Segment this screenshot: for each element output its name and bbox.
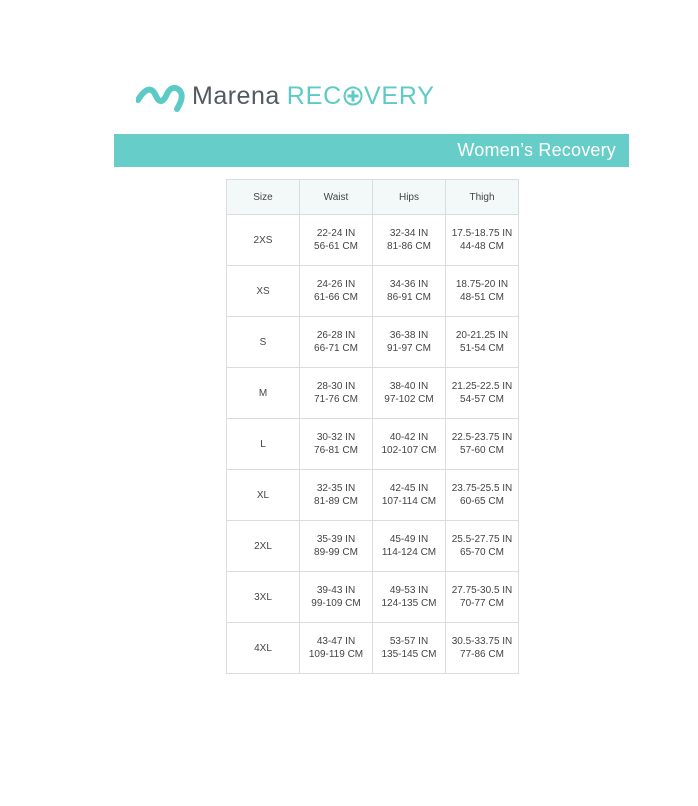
brand-accent-part2: VERY bbox=[363, 82, 435, 110]
waist-cell bbox=[300, 470, 373, 521]
hips-inches: 32-34 IN bbox=[389, 228, 429, 239]
hips-inches: 36-38 IN bbox=[389, 330, 429, 341]
header-thigh: Thigh bbox=[446, 180, 519, 215]
thigh-inches: 27.75-30.5 IN bbox=[451, 585, 513, 596]
waist-centimeters: 76-81 CM bbox=[314, 445, 358, 456]
size-chart-body bbox=[227, 215, 519, 674]
thigh-inches: 30.5-33.75 IN bbox=[451, 636, 513, 647]
waist-cell bbox=[300, 521, 373, 572]
waist-cell bbox=[300, 623, 373, 674]
banner-title: Women’s Recovery bbox=[457, 140, 616, 160]
hips-inches: 38-40 IN bbox=[389, 381, 429, 392]
hips-inches: 40-42 IN bbox=[389, 432, 429, 443]
thigh-centimeters: 48-51 CM bbox=[460, 292, 504, 303]
waist-centimeters: 66-71 CM bbox=[314, 343, 358, 354]
hips-inches: 42-45 IN bbox=[389, 483, 429, 494]
hips-centimeters: 107-114 CM bbox=[381, 496, 437, 507]
thigh-centimeters: 54-57 CM bbox=[460, 394, 504, 405]
brand-recovery-wordmark bbox=[287, 78, 435, 114]
hips-centimeters: 81-86 CM bbox=[387, 241, 431, 252]
thigh-centimeters: 70-77 CM bbox=[460, 598, 504, 609]
size-cell: XL bbox=[227, 470, 300, 521]
table-row bbox=[227, 419, 519, 470]
waist-cell bbox=[300, 419, 373, 470]
thigh-inches: 20-21.25 IN bbox=[455, 330, 509, 341]
thigh-cell bbox=[446, 521, 519, 572]
table-row bbox=[227, 623, 519, 674]
hips-centimeters: 86-91 CM bbox=[387, 292, 431, 303]
hips-centimeters: 124-135 CM bbox=[381, 598, 437, 609]
header-hips: Hips bbox=[373, 180, 446, 215]
waist-cell bbox=[300, 215, 373, 266]
size-chart-header bbox=[227, 180, 519, 215]
table-row bbox=[227, 266, 519, 317]
hips-cell bbox=[373, 470, 446, 521]
thigh-centimeters: 51-54 CM bbox=[460, 343, 504, 354]
waist-centimeters: 81-89 CM bbox=[314, 496, 358, 507]
size-cell: XS bbox=[227, 266, 300, 317]
brand-name: Marena bbox=[192, 82, 280, 110]
size-cell: S bbox=[227, 317, 300, 368]
size-cell: 2XL bbox=[227, 521, 300, 572]
hips-cell bbox=[373, 572, 446, 623]
waist-inches: 22-24 IN bbox=[316, 228, 356, 239]
thigh-cell bbox=[446, 266, 519, 317]
thigh-inches: 21.25-22.5 IN bbox=[451, 381, 513, 392]
thigh-cell bbox=[446, 470, 519, 521]
table-row bbox=[227, 317, 519, 368]
table-row bbox=[227, 572, 519, 623]
thigh-cell bbox=[446, 368, 519, 419]
brand-logo bbox=[136, 78, 435, 114]
waist-centimeters: 61-66 CM bbox=[314, 292, 358, 303]
hips-centimeters: 97-102 CM bbox=[384, 394, 434, 405]
waist-inches: 43-47 IN bbox=[316, 636, 356, 647]
size-chart-table bbox=[226, 179, 519, 674]
hips-cell bbox=[373, 266, 446, 317]
thigh-cell bbox=[446, 215, 519, 266]
hips-inches: 53-57 IN bbox=[389, 636, 429, 647]
hips-centimeters: 114-124 CM bbox=[381, 547, 437, 558]
waist-centimeters: 56-61 CM bbox=[314, 241, 358, 252]
thigh-cell bbox=[446, 419, 519, 470]
size-cell: 4XL bbox=[227, 623, 300, 674]
waist-inches: 35-39 IN bbox=[316, 534, 356, 545]
waist-centimeters: 99-109 CM bbox=[311, 598, 361, 609]
waist-cell bbox=[300, 266, 373, 317]
hips-cell bbox=[373, 623, 446, 674]
waist-inches: 32-35 IN bbox=[316, 483, 356, 494]
size-cell: M bbox=[227, 368, 300, 419]
brand-accent-part1: REC bbox=[286, 82, 342, 110]
marena-wave-icon bbox=[136, 79, 188, 113]
hips-cell bbox=[373, 521, 446, 572]
thigh-centimeters: 65-70 CM bbox=[460, 547, 504, 558]
thigh-inches: 17.5-18.75 IN bbox=[451, 228, 513, 239]
waist-centimeters: 109-119 CM bbox=[308, 649, 364, 660]
thigh-centimeters: 44-48 CM bbox=[460, 241, 504, 252]
thigh-inches: 25.5-27.75 IN bbox=[451, 534, 513, 545]
hips-cell bbox=[373, 317, 446, 368]
waist-cell bbox=[300, 368, 373, 419]
thigh-cell bbox=[446, 572, 519, 623]
hips-centimeters: 91-97 CM bbox=[387, 343, 431, 354]
header-size: Size bbox=[227, 180, 300, 215]
hips-inches: 34-36 IN bbox=[389, 279, 429, 290]
hips-inches: 49-53 IN bbox=[389, 585, 429, 596]
waist-inches: 30-32 IN bbox=[316, 432, 356, 443]
hips-cell bbox=[373, 419, 446, 470]
thigh-cell bbox=[446, 623, 519, 674]
thigh-inches: 18.75-20 IN bbox=[455, 279, 509, 290]
table-row bbox=[227, 470, 519, 521]
medical-cross-icon bbox=[343, 86, 363, 106]
size-cell: L bbox=[227, 419, 300, 470]
waist-inches: 26-28 IN bbox=[316, 330, 356, 341]
thigh-centimeters: 60-65 CM bbox=[460, 496, 504, 507]
table-row bbox=[227, 521, 519, 572]
header-waist: Waist bbox=[300, 180, 373, 215]
waist-inches: 24-26 IN bbox=[316, 279, 356, 290]
thigh-inches: 23.75-25.5 IN bbox=[451, 483, 513, 494]
hips-inches: 45-49 IN bbox=[389, 534, 429, 545]
table-row bbox=[227, 368, 519, 419]
hips-centimeters: 102-107 CM bbox=[381, 445, 437, 456]
table-row bbox=[227, 215, 519, 266]
waist-inches: 28-30 IN bbox=[316, 381, 356, 392]
waist-centimeters: 71-76 CM bbox=[314, 394, 358, 405]
hips-centimeters: 135-145 CM bbox=[381, 649, 437, 660]
thigh-centimeters: 77-86 CM bbox=[460, 649, 504, 660]
thigh-centimeters: 57-60 CM bbox=[460, 445, 504, 456]
hips-cell bbox=[373, 368, 446, 419]
hips-cell bbox=[373, 215, 446, 266]
thigh-inches: 22.5-23.75 IN bbox=[451, 432, 513, 443]
category-banner bbox=[114, 134, 629, 167]
waist-cell bbox=[300, 317, 373, 368]
size-cell: 3XL bbox=[227, 572, 300, 623]
waist-cell bbox=[300, 572, 373, 623]
waist-inches: 39-43 IN bbox=[316, 585, 356, 596]
size-cell: 2XS bbox=[227, 215, 300, 266]
header-row bbox=[227, 180, 519, 215]
thigh-cell bbox=[446, 317, 519, 368]
waist-centimeters: 89-99 CM bbox=[314, 547, 358, 558]
